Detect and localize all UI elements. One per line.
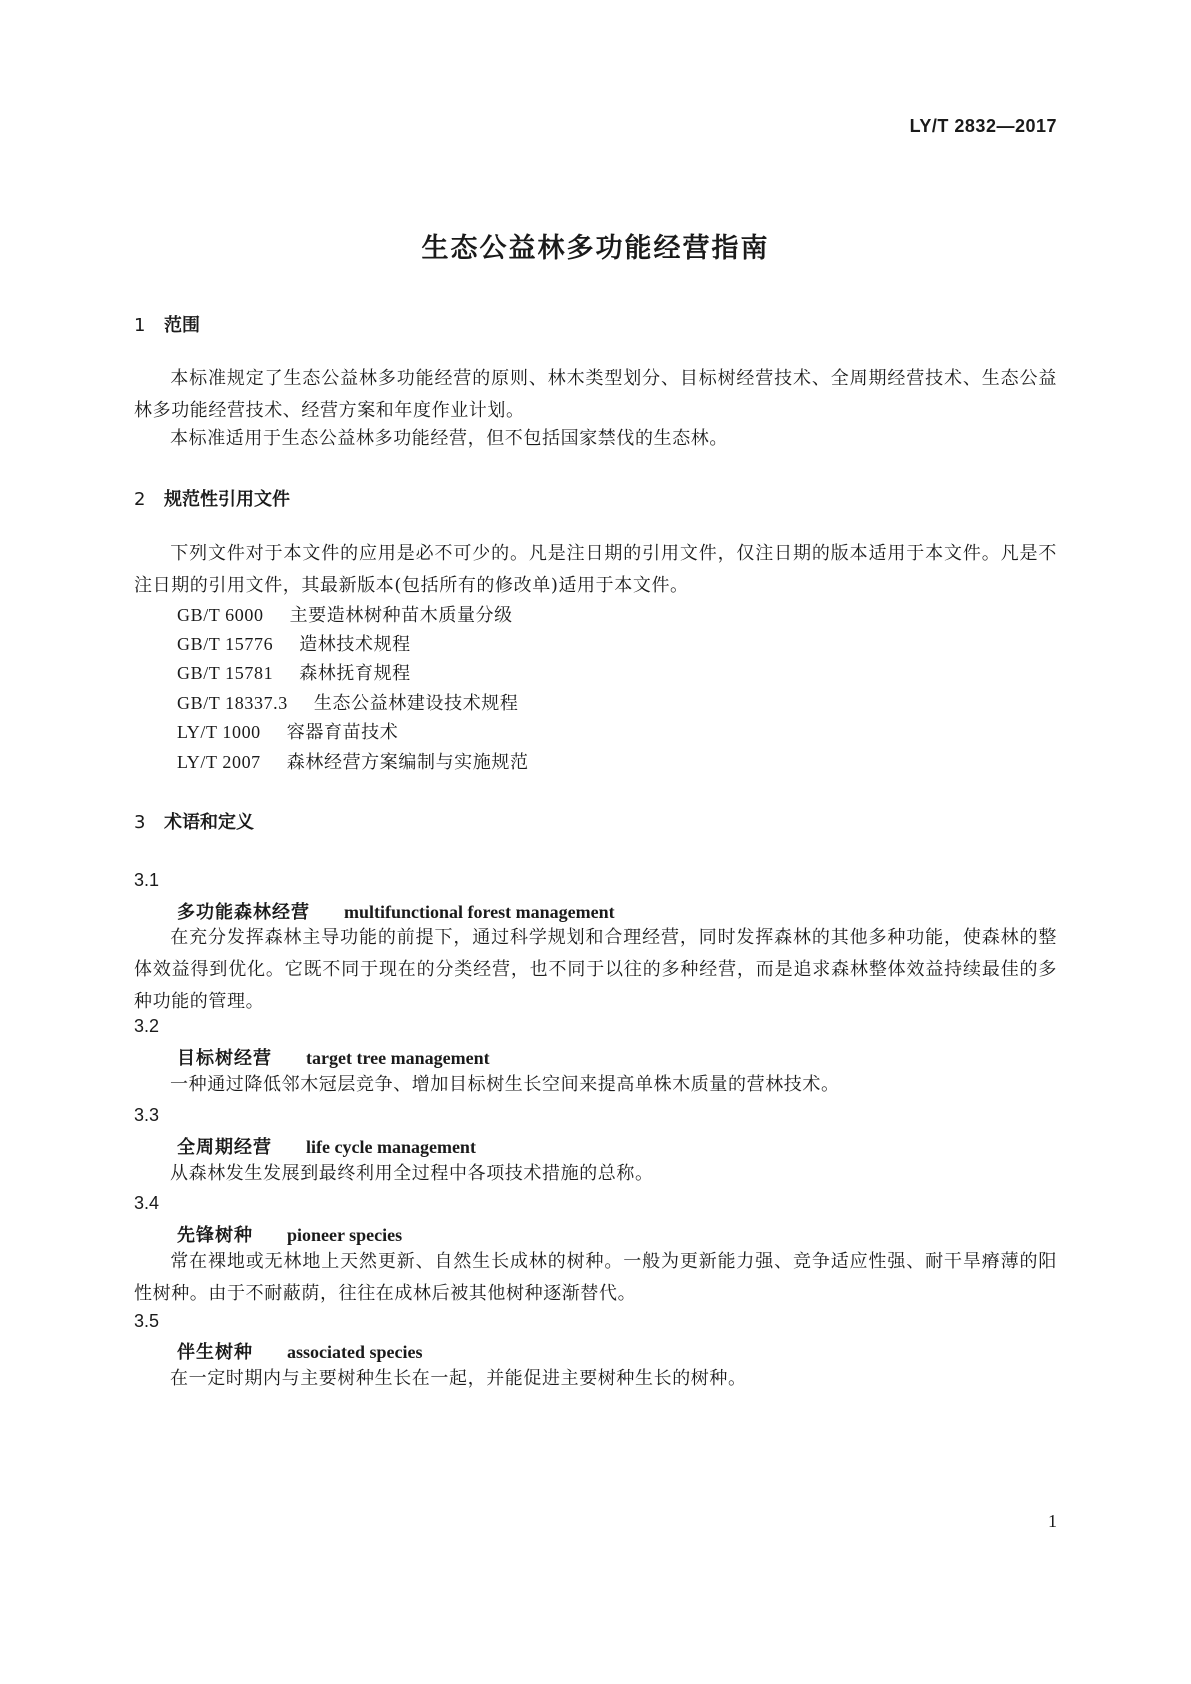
term-chinese: 目标树经营 [177,1048,272,1069]
section-3-heading [134,808,254,834]
section-number: 1 [134,315,146,336]
reference-title: 造林技术规程 [299,634,411,655]
paragraph-text: 在一定时期内与主要树种生长在一起，并能促进主要树种生长的树种。 [170,1368,747,1389]
paragraph-text: 常在裸地或无林地上天然更新、自然生长成林的树种。一般为更新能力强、竞争适应性强、耐干旱瘠薄的阳性树种。由于不耐蔽荫，往往在成林后被其他树种逐渐替代。 [134,1251,1057,1304]
term-definition [134,1363,1057,1395]
reference-title: 生态公益林建设技术规程 [313,693,519,714]
reference-item [177,601,513,627]
term-english: target tree management [306,1048,490,1068]
section-number: 2 [134,489,146,510]
section-title: 术语和定义 [164,812,254,833]
reference-code: GB/T 18337.3 [177,693,288,713]
term-definition [134,1246,1057,1310]
term-chinese: 先锋树种 [177,1225,253,1246]
reference-title: 森林抚育规程 [299,663,411,684]
reference-item [177,659,411,685]
page-number: 1 [1048,1511,1057,1531]
section-title: 规范性引用文件 [164,489,290,510]
reference-item [177,748,529,774]
standard-code: LY/T 2832—2017 [909,116,1057,136]
term-number: 3.2 [134,1016,160,1036]
section-2-heading [134,485,290,511]
term-definition [134,922,1057,1018]
term-english: associated species [287,1342,423,1362]
reference-code: LY/T 2007 [177,752,261,772]
term-chinese: 多功能森林经营 [177,902,310,923]
paragraph-text: 在充分发挥森林主导功能的前提下，通过科学规划和合理经营，同时发挥森林的其他多种功能，使森林的整体效益得到优化。它既不同于现在的分类经营，也不同于以往的多种经营，而是追求森林整体效益持续最佳的多种功能的管理。 [134,927,1057,1012]
reference-code: GB/T 15776 [177,634,274,654]
paragraph-text: 从森林发生发展到最终利用全过程中各项技术措施的总称。 [170,1163,654,1184]
reference-item [177,689,519,715]
reference-code: GB/T 6000 [177,605,264,625]
term-heading [177,1133,476,1159]
term-english: pioneer species [287,1225,403,1245]
term-chinese: 全周期经营 [177,1137,272,1158]
reference-title: 容器育苗技术 [286,722,399,743]
term-chinese: 伴生树种 [177,1342,253,1363]
references-intro [134,538,1057,602]
term-heading [177,1044,490,1070]
term-english: multifunctional forest management [344,902,615,922]
term-heading [177,898,615,924]
paragraph-text: 本标准适用于生态公益林多功能经营，但不包括国家禁伐的生态林。 [170,428,728,449]
paragraph-text: 一种通过降低邻木冠层竞争、增加目标树生长空间来提高单株木质量的营林技术。 [170,1074,840,1095]
reference-title: 主要造林树种苗木质量分级 [289,605,513,626]
term-heading [177,1221,402,1247]
document-title: 生态公益林多功能经营指南 [421,233,770,264]
term-heading [177,1338,422,1364]
reference-item [177,630,411,656]
term-number: 3.3 [134,1105,160,1125]
term-definition [134,1069,1057,1101]
section-1-heading [134,311,200,337]
term-english: life cycle management [306,1137,476,1157]
reference-code: LY/T 1000 [177,722,261,742]
paragraph-text: 下列文件对于本文件的应用是必不可少的。凡是注日期的引用文件，仅注日期的版本适用于本文件。凡是不注日期的引用文件，其最新版本(包括所有的修改单)适用于本文件。 [134,543,1057,596]
section-number: 3 [134,812,146,833]
scope-paragraph-2 [134,423,1057,455]
term-number: 3.5 [134,1311,160,1331]
scope-paragraph-1 [134,363,1057,427]
term-number: 3.1 [134,870,160,890]
section-title: 范围 [164,315,200,336]
reference-code: GB/T 15781 [177,663,274,683]
reference-title: 森林经营方案编制与实施规范 [286,752,529,773]
reference-item [177,718,398,744]
term-definition [134,1158,1057,1190]
paragraph-text: 本标准规定了生态公益林多功能经营的原则、林木类型划分、目标树经营技术、全周期经营技术、生态公益林多功能经营技术、经营方案和年度作业计划。 [134,368,1057,421]
term-number: 3.4 [134,1193,160,1213]
